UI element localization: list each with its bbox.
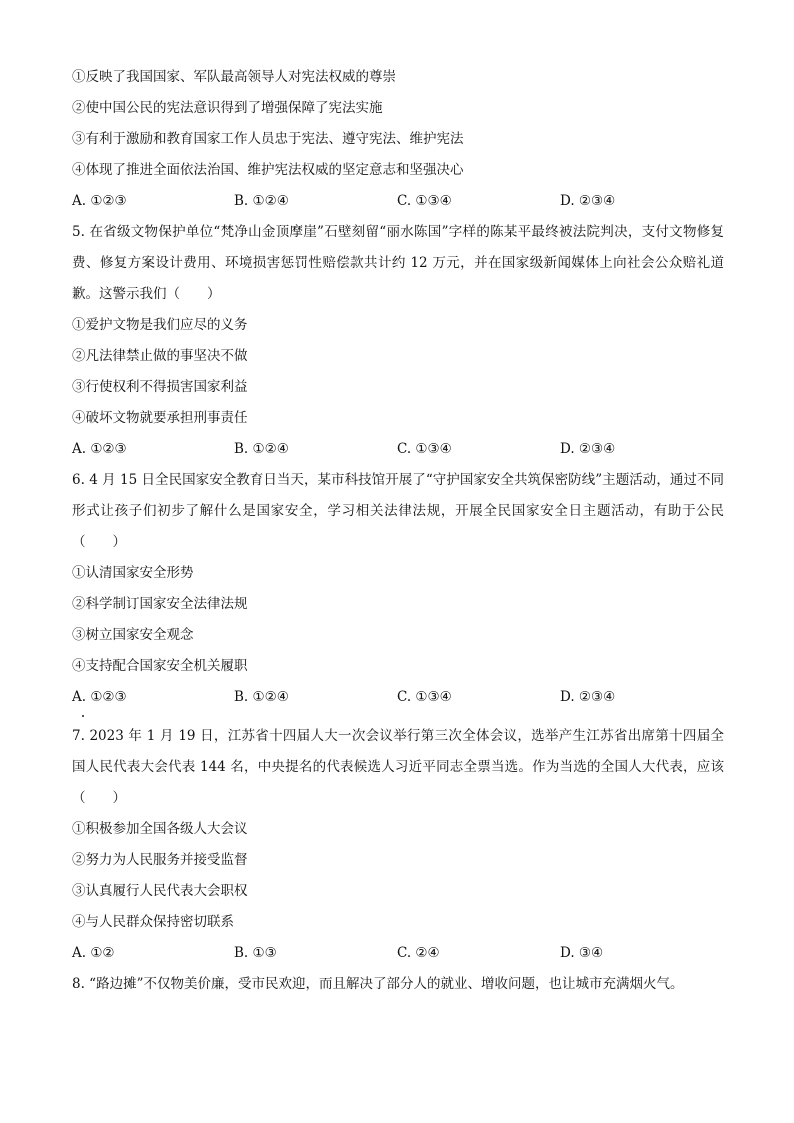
stray-mark	[82, 715, 84, 717]
q8-stem: 8. “路边摊”不仅物美价廉，受市民欢迎，而且解决了部分人的就业、增收问题，也让城市充满烟火气。	[72, 976, 684, 992]
q5-stem: 5. 在省级文物保护单位“梵净山金顶摩崖”石壁刻留“丽水陈国”字样的陈某平最终被法院判决，支付文物修复费、修复方案设计费用、环境损害惩罚性赔偿款共计约 12 万元，并在国家级新闻媒体上向社会公众赔礼道歉。这警示我们（ ）	[72, 224, 724, 302]
q7-choice-b: B. ①③	[234, 945, 277, 961]
q5-choice-b: B. ①②④	[234, 441, 289, 457]
q7-option-3: ③认真履行人民代表大会职权	[72, 883, 248, 899]
q6-option-1: ①认清国家安全形势	[72, 565, 194, 581]
q6-stem: 6. 4 月 15 日全民国家安全教育日当天，某市科技馆开展了“守护国家安全共筑保密防线”主题活动，通过不同形式让孩子们初步了解什么是国家安全，学习相关法律法规，开展全民国家安全日主题活动，有助于公民（ ）	[72, 472, 724, 550]
q4-choice-a: A. ①②③	[72, 193, 127, 209]
exam-page	[72, 62, 724, 1000]
q6-option-2: ②科学制订国家安全法律法规	[72, 596, 248, 612]
q5-choice-d: D. ②③④	[560, 441, 616, 457]
question-8	[72, 969, 724, 1000]
q6-option-4: ④支持配合国家安全机关履职	[72, 658, 248, 674]
q6-choice-d: D. ②③④	[560, 689, 616, 705]
q4-choice-b: B. ①②④	[234, 193, 289, 209]
q7-choice-c: C. ②④	[397, 945, 440, 961]
q5-choice-c: C. ①③④	[397, 441, 452, 457]
q7-choice-d: D. ③④	[560, 945, 604, 961]
question-4-options	[72, 62, 724, 217]
q4-option-4: ④体现了推进全面依法治国、维护宪法权威的坚定意志和坚强决心	[72, 162, 464, 178]
spacer	[72, 713, 724, 721]
q6-choice-a: A. ①②③	[72, 689, 127, 705]
q7-option-1: ①积极参加全国各级人大会议	[72, 821, 248, 837]
q4-option-1: ①反映了我国国家、军队最高领导人对宪法权威的尊崇	[72, 69, 396, 85]
q7-choice-a: A. ①②	[72, 945, 115, 961]
q6-choice-c: C. ①③④	[397, 689, 452, 705]
q4-choices	[72, 186, 724, 217]
q4-choice-d: D. ②③④	[560, 193, 616, 209]
q7-choices	[72, 938, 724, 969]
question-6	[72, 465, 724, 713]
q6-choice-b: B. ①②④	[234, 689, 289, 705]
q5-choice-a: A. ①②③	[72, 441, 127, 457]
q4-option-2: ②使中国公民的宪法意识得到了增强保障了宪法实施	[72, 100, 383, 116]
q6-choices	[72, 682, 724, 713]
q7-stem: 7. 2023 年 1 月 19 日，江苏省十四届人大一次会议举行第三次全体会议，选举产生江苏省出席第十四届全国人民代表大会代表 144 名，中央提名的代表候选人习近平同志全票当选。作为当选的全国人大代表，应该（ ）	[72, 728, 724, 806]
q5-option-1: ①爱护文物是我们应尽的义务	[72, 317, 248, 333]
q4-choice-c: C. ①③④	[397, 193, 452, 209]
question-7	[72, 721, 724, 969]
q6-option-3: ③树立国家安全观念	[72, 627, 194, 643]
q7-option-4: ④与人民群众保持密切联系	[72, 914, 234, 930]
q5-option-4: ④破坏文物就要承担刑事责任	[72, 410, 248, 426]
q5-option-3: ③行使权利不得损害国家利益	[72, 379, 248, 395]
q5-option-2: ②凡法律禁止做的事坚决不做	[72, 348, 248, 364]
q5-choices	[72, 434, 724, 465]
q7-option-2: ②努力为人民服务并接受监督	[72, 852, 248, 868]
question-5	[72, 217, 724, 465]
q4-option-3: ③有利于激励和教育国家工作人员忠于宪法、遵守宪法、维护宪法	[72, 131, 464, 147]
